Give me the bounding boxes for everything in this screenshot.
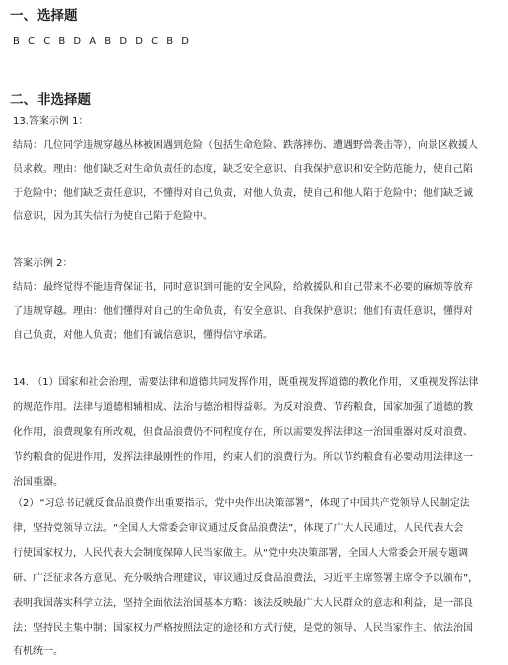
q13-example2-line: 了违规穿越。理由：他们懂得对自己的生命负责，有安全意识、自我保护意识；他们有责任意识，懂得对 (13, 306, 473, 317)
q14-part1-line: 的规范作用。法律与道德相辅相成、法治与德治相得益彰。为反对浪费、节药粮食，国家加强了道德的教 (13, 402, 473, 413)
q14-part2-line: （2）“习总书记就反食品浪费作出重要指示，党中央作出决策部署”，体现了中国共产党领导人民制定法 (13, 498, 470, 509)
q14-part2-line: 研、广泛征求各方意见、充分吸纳合理建议，审议通过反食品浪费法，习近平主席签署主席令予以颁布”， (13, 573, 479, 584)
q14-part2-line: 表明我国落实科学立法，坚持全面依法治国基本方略：该法反映最广大人民群众的意志和利益，是一部良 (13, 598, 473, 609)
q13-example1-label: 13.答案示例 1： (13, 116, 89, 127)
q14-part1-line: 化作用，浪费现象有所改观，但食品浪费仍不同程度存在，所以需要发挥法律这一治国重器对反对浪费、 (13, 427, 473, 438)
q14-part2-line: 有机统一。 (13, 646, 63, 657)
q14-part1-line: 节约粮食的促进作用，发挥法律最刚性的作用，约束人们的浪费行为。所以节约粮食有必要动用法律这一 (13, 452, 473, 463)
q14-part1-line: 14. （1）国家和社会治理，需要法律和道德共同发挥作用，既重视发挥道德的教化作用，又重视发挥法律 (13, 377, 479, 388)
q13-example2-label: 答案示例 2： (13, 258, 73, 269)
multiple-choice-answers: B C C B D A B D D C B D (13, 36, 189, 47)
q14-part2-line: 法；坚持民主集中制；国家权力严格按照法定的途径和方式行使，是党的领导、人民当家作主、依法治国 (13, 623, 473, 634)
q14-part1-line: 治国重器。 (13, 477, 63, 488)
q13-example1-line: 于危险中；他们缺乏责任意识，不懂得对自己负责，对他人负责，使自己和他人陷于危险中；他们缺乏诚 (13, 188, 473, 199)
q13-example1-line: 结局：几位同学违规穿越丛林被困遇到危险（包括生命危险、跌落摔伤、遭遇野兽袭击等），向景区救援人 (13, 140, 478, 151)
section1-title: 一、选择题 (10, 8, 78, 24)
q14-part2-line: 行使国家权力，人民代表大会制度保障人民当家做主。从“党中央决策部署，全国人大常委会开展专题调 (13, 548, 469, 559)
q13-example1-line: 员求救。理由：他们缺乏对生命负责任的态度，缺乏安全意识、自我保护意识和安全防范能力，使自己陷 (13, 164, 473, 175)
q13-example2-line: 结局：最终觉得不能违背保证书，同时意识到可能的安全风险，给救援队和自己带来不必要的麻烦等放弃 (13, 282, 473, 293)
section2-title: 二、非选择题 (10, 92, 91, 108)
q14-part2-line: 律，坚持党领导立法。“全国人大常委会审议通过反食品浪费法”，体现了广大人民通过，人民代表大会 (13, 523, 464, 534)
q13-example1-line: 信意识，因为其失信行为使自己陷于危险中。 (13, 211, 213, 222)
q13-example2-line: 自己负责，对他人负责；他们有诚信意识，懂得信守承诺。 (13, 330, 273, 341)
